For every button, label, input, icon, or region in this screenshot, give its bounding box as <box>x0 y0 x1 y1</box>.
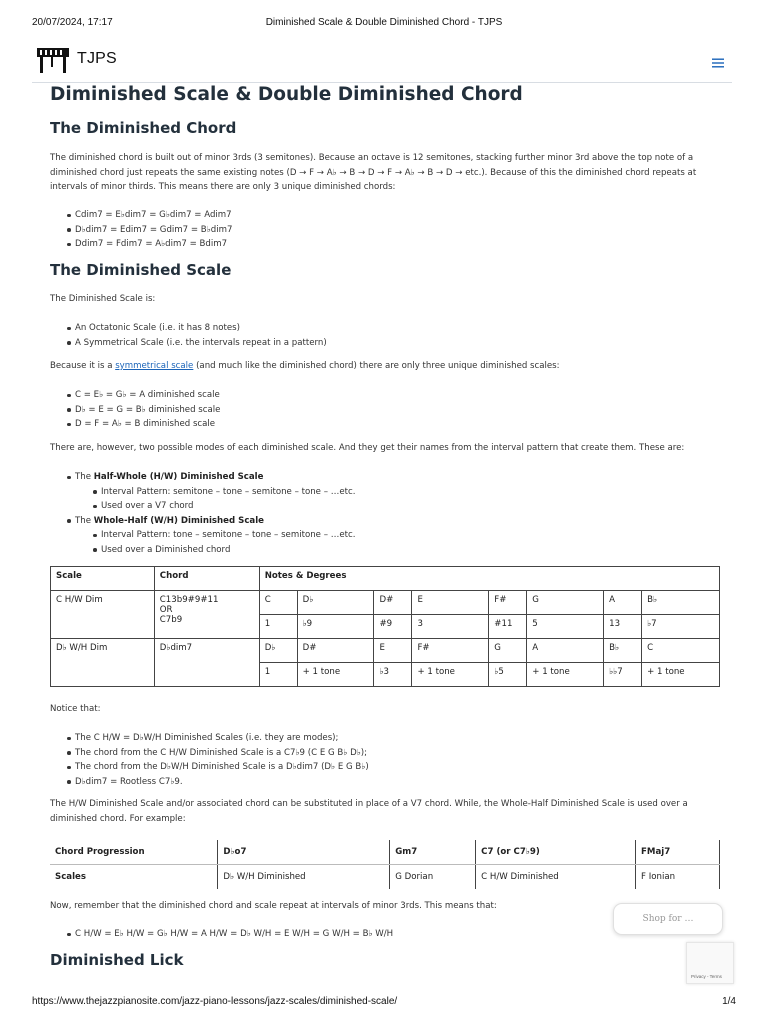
list-item: The chord from the D♭W/H Diminished Scale is a D♭dim7 (D♭ E G B♭) <box>50 760 720 775</box>
note-cell: F# <box>489 591 527 615</box>
chord-line: OR <box>159 605 173 615</box>
degree-cell: ♭5 <box>489 663 527 687</box>
degree-cell: ♭♭7 <box>604 663 642 687</box>
list-item: Cdim7 = E♭dim7 = G♭dim7 = Adim7 <box>50 208 720 223</box>
list-item <box>50 514 720 529</box>
table-cell: D♭ W/H Dim <box>51 639 155 687</box>
list-item: D♭ = E = G = B♭ diminished scale <box>50 403 720 418</box>
unique-scales-list <box>50 388 720 432</box>
degree-cell: 1 <box>259 615 297 639</box>
notes-degrees-table <box>50 566 720 687</box>
degree-cell: 13 <box>604 615 642 639</box>
recaptcha-text: Privacy - Terms <box>691 974 722 979</box>
recaptcha-badge[interactable] <box>686 942 734 984</box>
table-cell: C H/W Diminished <box>476 865 636 890</box>
page-title: Diminished Scale & Double Diminished Chord <box>50 84 523 105</box>
table-cell: F Ionian <box>636 865 720 890</box>
note-cell: B♭ <box>604 639 642 663</box>
note-cell: G <box>527 591 604 615</box>
note-cell: G <box>489 639 527 663</box>
scale-properties-list <box>50 321 720 350</box>
table-cell: Chord Progression <box>50 840 218 865</box>
print-page-number: 1/4 <box>722 996 736 1007</box>
note-cell: D♭ <box>297 591 374 615</box>
print-footer <box>0 994 768 1010</box>
chord-progression-table <box>50 840 720 889</box>
note-cell: E <box>374 639 412 663</box>
print-date: 20/07/2024, 17:17 <box>32 17 113 28</box>
list-item: An Octatonic Scale (i.e. it has 8 notes) <box>50 321 720 336</box>
substitution-paragraph: The H/W Diminished Scale and/or associated chord can be substituted in place of a V7 chord. While, the Whole-Half Diminished Scale is used over a diminished chord. For example: <box>50 799 688 824</box>
note-cell: F# <box>412 639 489 663</box>
print-url: https://www.thejazzpianosite.com/jazz-piano-lessons/jazz-scales/diminished-scale/ <box>32 996 398 1007</box>
site-logo-text[interactable]: TJPS <box>77 50 117 67</box>
chord-intro-paragraph: The diminished chord is built out of minor 3rds (3 semitones). Because an octave is 12 semitones, stacking further minor 3rd above the top note of a diminished chord just repeats the same existing notes (D → F → A♭ → B → D → F → A♭ → B → D → etc.). Because of this the diminished chord repeats at intervals of minor thirds. This means there are only 3 unique diminished chords: <box>50 153 697 192</box>
list-item: C = E♭ = G♭ = A diminished scale <box>50 388 720 403</box>
degree-cell: + 1 tone <box>297 663 374 687</box>
symmetrical-scale-link[interactable]: symmetrical scale <box>115 361 194 371</box>
list-item: C H/W = E♭ H/W = G♭ H/W = A H/W = D♭ W/H = E W/H = G W/H = B♭ W/H <box>50 927 720 942</box>
list-item: The C H/W = D♭W/H Diminished Scales (i.e. they are modes); <box>50 731 720 746</box>
table-row <box>50 840 720 865</box>
note-cell: A <box>604 591 642 615</box>
note-cell: C <box>259 591 297 615</box>
degree-cell: #9 <box>374 615 412 639</box>
list-item: A Symmetrical Scale (i.e. the intervals repeat in a pattern) <box>50 336 720 351</box>
modes-list <box>50 470 720 557</box>
notice-intro: Notice that: <box>50 704 101 714</box>
section-heading-lick: Diminished Lick <box>50 951 184 969</box>
table-header: Notes & Degrees <box>259 567 719 591</box>
degree-cell: ♭7 <box>642 615 720 639</box>
symmetry-paragraph <box>50 359 720 374</box>
list-item: The chord from the C H/W Diminished Scale is a C7♭9 (C E G B♭ D♭); <box>50 746 720 761</box>
table-cell: D♭dim7 <box>154 639 259 687</box>
print-title: Diminished Scale & Double Diminished Chord - TJPS <box>265 17 503 28</box>
shop-search-button[interactable]: Shop for … <box>613 903 723 935</box>
list-item: D♭dim7 = Rootless C7♭9. <box>50 775 720 790</box>
list-item: D = F = A♭ = B diminished scale <box>50 417 720 432</box>
piano-icon[interactable] <box>36 46 70 78</box>
degree-cell: 3 <box>412 615 489 639</box>
table-header: Chord <box>154 567 259 591</box>
degree-cell: #11 <box>489 615 527 639</box>
note-cell: C <box>642 639 720 663</box>
table-cell: Scales <box>50 865 218 890</box>
text-span: Because it is a <box>50 361 116 371</box>
section-heading-chord: The Diminished Chord <box>50 119 237 137</box>
chord-line: C7b9 <box>159 615 183 625</box>
degree-cell: ♭3 <box>374 663 412 687</box>
note-cell: D# <box>297 639 374 663</box>
section-heading-scale: The Diminished Scale <box>50 261 232 279</box>
site-header <box>32 42 732 83</box>
table-cell: D♭o7 <box>218 840 390 865</box>
table-header: Scale <box>51 567 155 591</box>
table-cell <box>154 591 259 639</box>
list-item: Interval Pattern: tone – semitone – tone – semitone – …etc. <box>50 528 720 543</box>
note-cell: A <box>527 639 604 663</box>
text-span: (and much like the diminished chord) there are only three unique diminished scales: <box>193 361 560 371</box>
degree-cell: ♭9 <box>297 615 374 639</box>
table-row <box>51 591 720 615</box>
table-cell: D♭ W/H Diminished <box>218 865 390 890</box>
degree-cell: + 1 tone <box>527 663 604 687</box>
list-item: Interval Pattern: semitone – tone – semitone – tone – …etc. <box>50 485 720 500</box>
list-item: Used over a Diminished chord <box>50 543 720 558</box>
modes-intro-paragraph: There are, however, two possible modes of each diminished scale. And they get their names from the interval pattern that create them. These are: <box>50 443 685 453</box>
list-item: Ddim7 = Fdim7 = A♭dim7 = Bdim7 <box>50 237 720 252</box>
table-cell: C H/W Dim <box>51 591 155 639</box>
mode-name: Whole-Half (W/H) Diminished Scale <box>93 515 264 526</box>
table-row <box>50 865 720 890</box>
hamburger-menu-icon[interactable] <box>712 53 724 72</box>
repeat-paragraph: Now, remember that the diminished chord and scale repeat at intervals of minor 3rds. This means that: <box>50 901 497 911</box>
chord-line: C13b9#9#11 <box>159 595 219 605</box>
list-item: D♭dim7 = Edim7 = Gdim7 = B♭dim7 <box>50 223 720 238</box>
note-cell: D♭ <box>259 639 297 663</box>
scale-intro-paragraph: The Diminished Scale is: <box>50 294 156 304</box>
table-cell: FMaj7 <box>636 840 720 865</box>
degree-cell: + 1 tone <box>642 663 720 687</box>
table-cell: Gm7 <box>390 840 476 865</box>
note-cell: B♭ <box>642 591 720 615</box>
table-cell: G Dorian <box>390 865 476 890</box>
table-row <box>51 639 720 663</box>
note-cell: D# <box>374 591 412 615</box>
degree-cell: 1 <box>259 663 297 687</box>
table-header-row <box>51 567 720 591</box>
degree-cell: 5 <box>527 615 604 639</box>
list-item <box>50 470 720 485</box>
mode-name: Half-Whole (H/W) Diminished Scale <box>93 472 264 482</box>
chord-list <box>50 208 720 252</box>
list-item: Used over a V7 chord <box>50 499 720 514</box>
text-span: The <box>75 515 94 526</box>
degree-cell: + 1 tone <box>412 663 489 687</box>
table-cell: C7 (or C7♭9) <box>476 840 636 865</box>
text-span: The <box>75 472 94 482</box>
print-header <box>0 12 768 28</box>
notice-list <box>50 731 720 789</box>
note-cell: E <box>412 591 489 615</box>
